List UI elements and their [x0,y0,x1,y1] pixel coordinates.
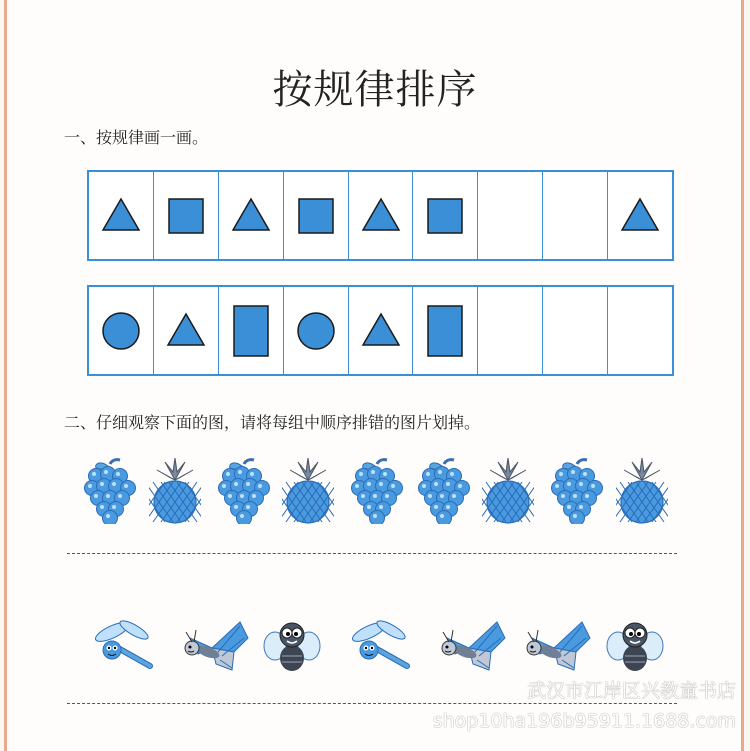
fly-icon[interactable] [263,618,321,680]
fruit-sequence [80,458,680,528]
square-cell [412,172,477,259]
pattern-row-1 [87,170,674,261]
triangle-shape [164,309,208,353]
grapes-icon[interactable] [216,458,272,528]
triangle-shape [359,194,403,238]
triangle-cell [89,172,153,259]
butterfly-icon[interactable] [435,618,507,678]
watermark-shop-name: 武汉市江岸区兴教童书店 [526,680,736,702]
circle-shape [294,309,338,353]
square-shape [164,194,208,238]
section2-heading: 二、仔细观察下面的图，请将每组中顺序排错的图片划掉。 [64,413,481,432]
triangle-shape [229,194,273,238]
circle-cell [283,287,348,374]
empty-cell[interactable] [542,287,607,374]
empty-cell[interactable] [477,172,542,259]
dashed-divider [67,553,677,554]
triangle-cell [348,172,413,259]
pineapple-icon[interactable] [616,458,668,528]
fly-icon[interactable] [606,618,664,680]
pineapple-icon[interactable] [149,458,201,528]
pineapple-icon[interactable] [482,458,534,528]
dragonfly-icon[interactable] [349,618,413,678]
pineapple-icon[interactable] [282,458,334,528]
square-shape [294,194,338,238]
triangle-cell [348,287,413,374]
square-cell [283,172,348,259]
watermark-shop-url: shop10ha196b95911.1688.com [432,710,736,732]
butterfly-icon[interactable] [520,618,592,678]
triangle-shape [618,194,662,238]
section1-heading: 一、按规律画一画。 [64,128,209,147]
empty-cell[interactable] [542,172,607,259]
rectangle-cell [412,287,477,374]
triangle-cell [218,172,283,259]
insect-sequence [80,618,680,684]
empty-cell[interactable] [607,287,672,374]
grapes-icon[interactable] [416,458,472,528]
butterfly-icon[interactable] [178,618,250,678]
page-title: 按规律排序 [272,67,478,113]
circle-cell [89,287,153,374]
dragonfly-icon[interactable] [92,618,156,678]
triangle-cell [607,172,672,259]
triangle-shape [359,309,403,353]
triangle-shape [99,194,143,238]
empty-cell[interactable] [477,287,542,374]
square-shape [423,194,467,238]
square-cell [153,172,218,259]
grapes-icon[interactable] [349,458,405,528]
dashed-divider [67,703,677,704]
rectangle-shape [423,303,467,359]
rectangle-shape [229,303,273,359]
pattern-row-2 [87,285,674,376]
grapes-icon[interactable] [549,458,605,528]
circle-shape [99,309,143,353]
rectangle-cell [218,287,283,374]
grapes-icon[interactable] [82,458,138,528]
triangle-cell [153,287,218,374]
